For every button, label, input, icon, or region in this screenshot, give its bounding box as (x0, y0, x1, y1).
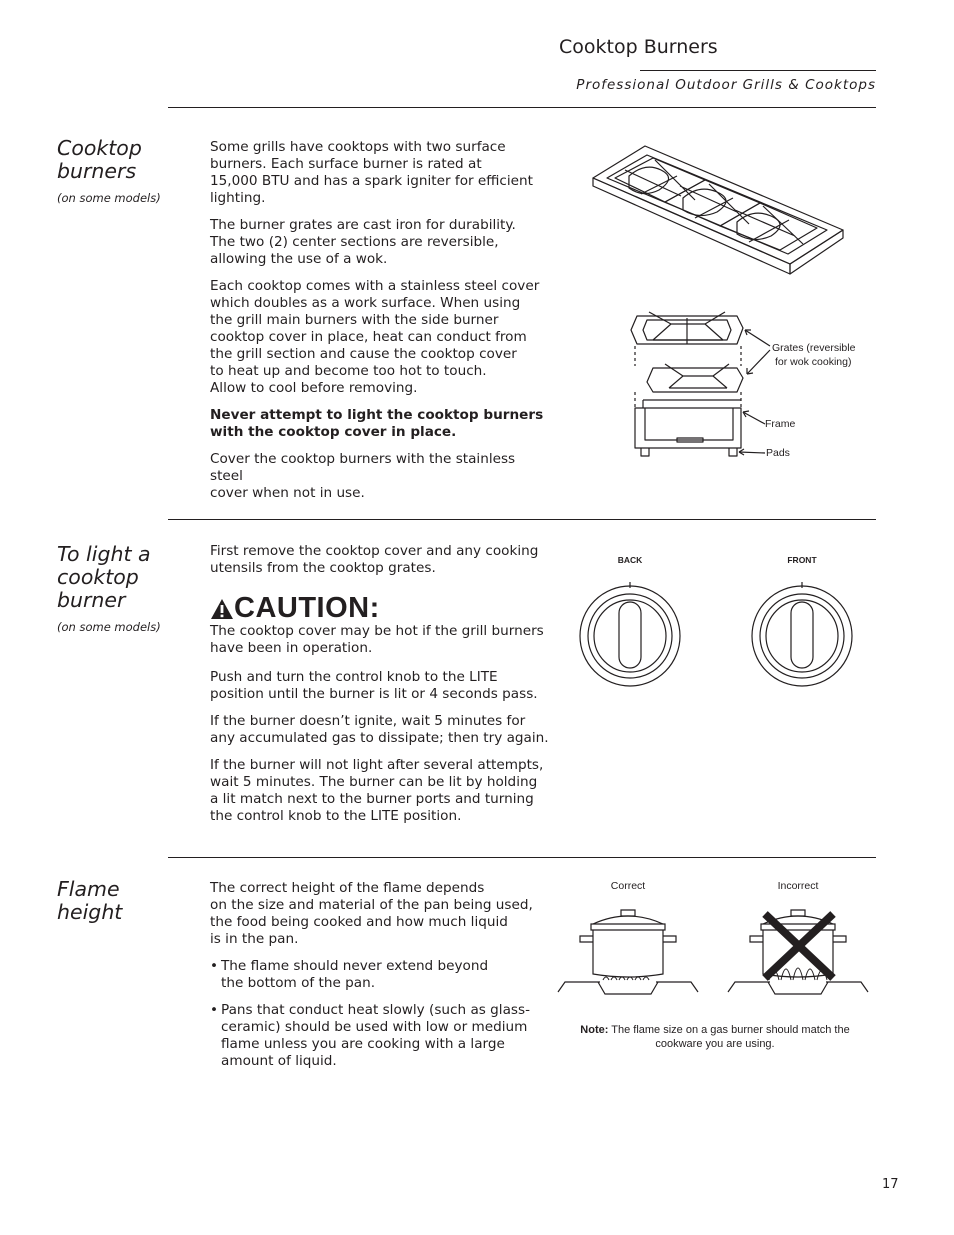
section-heading-to-light-a-cooktop-burner: To light a cooktop burner (57, 542, 151, 612)
note-label: Note: (580, 1024, 609, 1036)
list-item (210, 1002, 550, 1070)
flame-note (560, 1023, 870, 1051)
grates-callout-label: Grates (reversible (772, 342, 856, 354)
page-number: 17 (882, 1177, 899, 1192)
correct-pot (558, 910, 698, 994)
grates-callout-label-line2: for wok cooking) (775, 356, 852, 368)
paragraph: First remove the cooktop cover and any cooking utensils from the cooktop grates. (210, 543, 539, 576)
front-knob (752, 582, 852, 686)
paragraph: If the burner doesn’t ignite, wait 5 minutes for any accumulated gas to dissipate; then try again. (210, 713, 549, 746)
incorrect-label: Incorrect (777, 880, 819, 892)
section-divider (168, 857, 876, 858)
section-note-on-some-models: (on some models) (57, 620, 161, 634)
note-text: The flame size on a gas burner should match the cookware you are using. (611, 1024, 850, 1050)
section-divider (168, 519, 876, 520)
back-knob (580, 582, 680, 686)
list-item (210, 958, 550, 992)
cooktop-illustration (585, 140, 850, 280)
warning-triangle-icon (210, 598, 234, 620)
section-heading-flame-height: Flame height (57, 877, 123, 924)
front-knob-label: FRONT (787, 555, 817, 565)
paragraph: Each cooktop comes with a stainless steel cover which doubles as a work surface. When using the grill main burners with the side burner cooktop cover in place, heat can conduct from the grill section and cause the cooktop cover to heat up and become too hot to touch. Allow to cool before removing. (210, 278, 540, 396)
page-subtitle: Professional Outdoor Grills & Cooktops (576, 77, 876, 93)
bullet-marker: • (210, 958, 219, 974)
light-intro (210, 543, 550, 587)
frame-callout-label: Frame (765, 418, 796, 430)
paragraph: Some grills have cooktops with two surface burners. Each surface burner is rated at 15,000 BTU and has a spark igniter for efficient lighting. (210, 139, 533, 206)
page-title: Cooktop Burners (559, 36, 718, 58)
paragraph: Cover the cooktop burners with the stainless steel cover when not in use. (210, 451, 516, 501)
list-item-text: The flame should never extend beyond the bottom of the pan. (221, 958, 489, 991)
section-divider (168, 107, 876, 108)
bullet-marker: • (210, 1002, 219, 1018)
section-body-cooktop-burners (210, 139, 550, 512)
section-note-on-some-models: (on some models) (57, 191, 161, 205)
warning-paragraph: Never attempt to light the cooktop burners with the cooktop cover in place. (210, 407, 544, 440)
paragraph: Push and turn the control knob to the LITE position until the burner is lit or 4 seconds pass. (210, 669, 538, 702)
paragraph: If the burner will not light after several attempts, wait 5 minutes. The burner can be lit by holding a lit match next to the burner ports and turning the control knob to the LITE position. (210, 757, 544, 824)
list-item-text: Pans that conduct heat slowly (such as glass- ceramic) should be used with low or medium flame unless you are cooking with a large amount of liquid. (221, 1002, 530, 1069)
header-divider (640, 70, 876, 71)
paragraph: The correct height of the flame depends on the size and material of the pan being used, the food being cooked and how much liquid is in the pan. (210, 880, 533, 947)
section-body-flame-height (210, 880, 550, 1080)
back-knob-label: BACK (617, 555, 643, 565)
light-steps (210, 623, 550, 835)
correct-label: Correct (610, 880, 646, 892)
flame-height-figure (555, 876, 880, 1001)
paragraph: The burner grates are cast iron for durability. The two (2) center sections are reversible, allowing the use of a wok. (210, 217, 516, 267)
caution-heading (210, 592, 380, 625)
grate-frame-diagram (625, 300, 870, 465)
control-knobs-figure (570, 550, 890, 700)
section-heading-cooktop-burners: Cooktop burners (57, 136, 142, 183)
caution-paragraph: The cooktop cover may be hot if the grill burners have been in operation. (210, 623, 544, 656)
caution-title: CAUTION: (234, 592, 380, 624)
pads-callout-label: Pads (766, 447, 790, 459)
